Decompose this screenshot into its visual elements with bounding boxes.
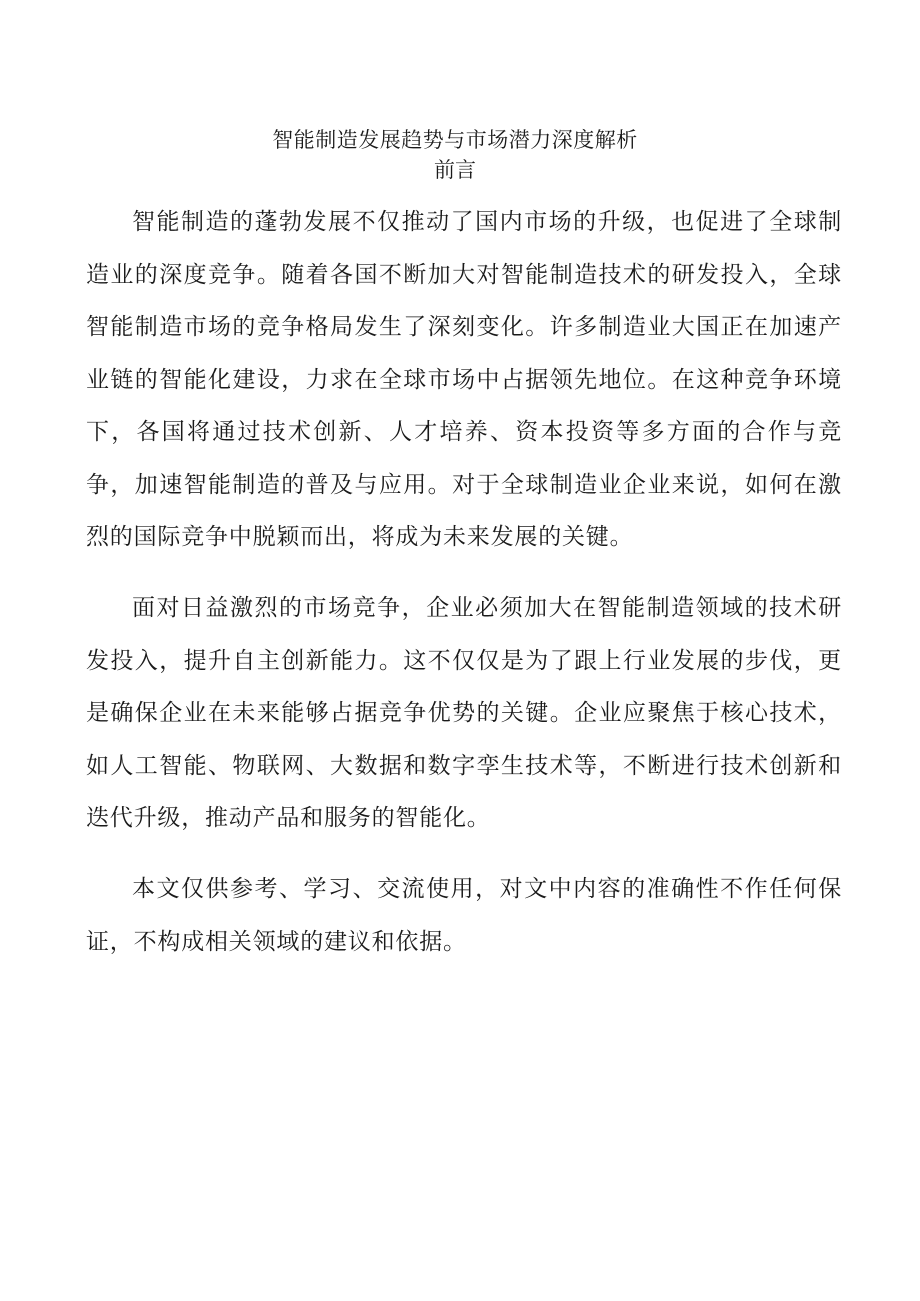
section-heading-preface: 前言 bbox=[434, 158, 476, 182]
paragraph-2: 面对日益激烈的市场竞争，企业必须加大在智能制造领域的技术研发投入，提升自主创新能力。这不仅仅是为了跟上行业发展的步伐，更是确保企业在未来能够占据竞争优势的关键。企业应聚焦于核心技术，如人工智能、物联网、大数据和数字孪生技术等，不断进行技术创新和迭代升级，推动产品和服务的智能化。 bbox=[86, 595, 842, 831]
paragraph-1: 智能制造的蓬勃发展不仅推动了国内市场的升级，也促进了全球制造业的深度竞争。随着各国不断加大对智能制造技术的研发投入，全球智能制造市场的竞争格局发生了深刻变化。许多制造业大国正在加速产业链的智能化建设，力求在全球市场中占据领先地位。在这种竞争环境下，各国将通过技术创新、人才培养、资本投资等多方面的合作与竞争，加速智能制造的普及与应用。对于全球制造业企业来说，如何在激烈的国际竞争中脱颖而出，将成为未来发展的关键。 bbox=[86, 209, 842, 550]
paragraph-disclaimer: 本文仅供参考、学习、交流使用，对文中内容的准确性不作任何保证，不构成相关领域的建议和依据。 bbox=[86, 876, 842, 955]
document-title: 智能制造发展趋势与市场潜力深度解析 bbox=[272, 128, 638, 152]
